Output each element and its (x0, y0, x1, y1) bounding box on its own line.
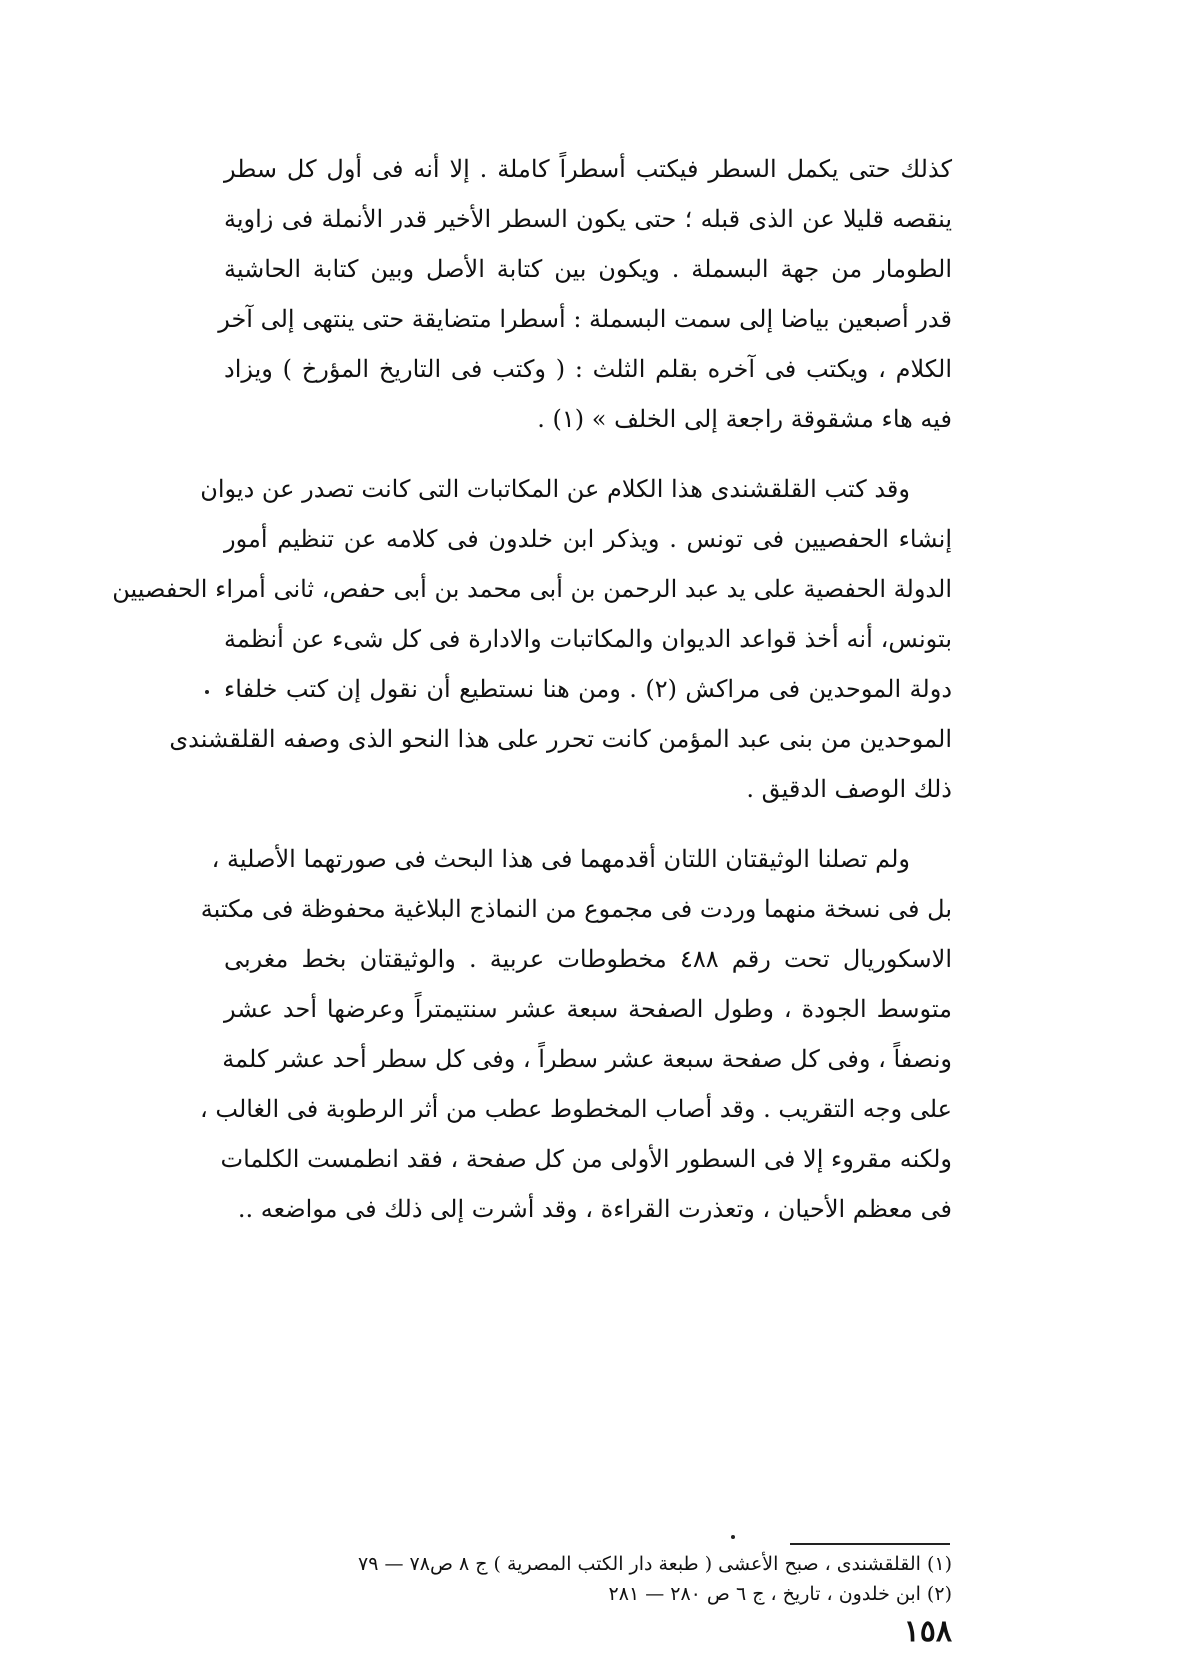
text-line: قدر أصبعين بياضا إلى سمت البسملة : أسطرا متضايقة حتى ينتهى إلى آخر (218, 305, 952, 333)
paragraph-1 (218, 144, 952, 444)
text-line: ولم تصلنا الوثيقتان اللتان أقدمهما فى هذا البحث فى صورتهما الأصلية ، (211, 845, 910, 873)
paragraph-2 (112, 464, 953, 814)
text-line: فيه هاء مشقوقة راجعة إلى الخلف » (١) . (537, 405, 952, 433)
text-line: الطومار من جهة البسملة . ويكون بين كتابة الأصل وبين كتابة الحاشية (224, 255, 952, 283)
text-line: وقد كتب القلقشندى هذا الكلام عن المكاتبات التى كانت تصدر عن ديوان (200, 475, 910, 503)
text-line: على وجه التقريب . وقد أصاب المخطوط عطب من أثر الرطوبة فى الغالب ، (200, 1095, 952, 1123)
text-line: متوسط الجودة ، وطول الصفحة سبعة عشر سنتيمتراً وعرضها أحد عشر (224, 995, 952, 1023)
stray-dot (205, 690, 209, 694)
text-line: ونصفاً ، وفى كل صفحة سبعة عشر سطراً ، وفى كل سطر أحد عشر كلمة (222, 1045, 952, 1073)
footnote-1: (١) القلقشندى ، صبح الأعشى ( طبعة دار الكتب المصرية ) ج ٨ ص٧٨ — ٧٩ (358, 1553, 952, 1575)
text-line: الاسكوريال تحت رقم ٤٨٨ مخطوطات عربية . والوثيقتان بخط مغربى (224, 945, 953, 973)
text-line: كذلك حتى يكمل السطر فيكتب أسطراً كاملة . إلا أنه فى أول كل سطر (224, 155, 952, 183)
text-line: بتونس، أنه أخذ قواعد الديوان والمكاتبات والادارة فى كل شىء عن أنظمة (224, 625, 952, 653)
footnote-divider (790, 1543, 950, 1545)
text-line: الموحدين من بنى عبد المؤمن كانت تحرر على هذا النحو الذى وصفه القلقشندى (169, 725, 952, 753)
footnotes (224, 1549, 952, 1609)
paragraph-3 (200, 834, 953, 1234)
text-line: الكلام ، ويكتب فى آخره بقلم الثلث : ( وكتب فى التاريخ المؤرخ ) ويزاد (224, 355, 952, 383)
text-line: الدولة الحفصية على يد عبد الرحمن بن أبى محمد بن أبى حفص، ثانى أمراء الحفصيين (112, 575, 952, 603)
text-line: إنشاء الحفصيين فى تونس . ويذكر ابن خلدون فى كلامه عن تنظيم أمور (224, 525, 952, 553)
text-line: ولكنه مقروء إلا فى السطور الأولى من كل صفحة ، فقد انطمست الكلمات (220, 1145, 952, 1173)
stray-dot (731, 1535, 735, 1539)
footnote-2: (٢) ابن خلدون ، تاريخ ، ج ٦ ص ٢٨٠ — ٢٨١ (608, 1583, 952, 1605)
text-line: دولة الموحدين فى مراكش (٢) . ومن هنا نستطيع أن نقول إن كتب خلفاء (224, 675, 953, 703)
text-line: فى معظم الأحيان ، وتعذرت القراءة ، وقد أشرت إلى ذلك فى مواضعه .. (237, 1195, 952, 1223)
page-number: ١٥٨ (903, 1614, 952, 1649)
text-line: ذلك الوصف الدقيق . (746, 775, 952, 803)
text-line: بل فى نسخة منهما وردت فى مجموع من النماذج البلاغية محفوظة فى مكتبة (200, 895, 952, 923)
text-line: ينقصه قليلا عن الذى قبله ؛ حتى يكون السطر الأخير قدر الأنملة فى زاوية (224, 205, 952, 233)
